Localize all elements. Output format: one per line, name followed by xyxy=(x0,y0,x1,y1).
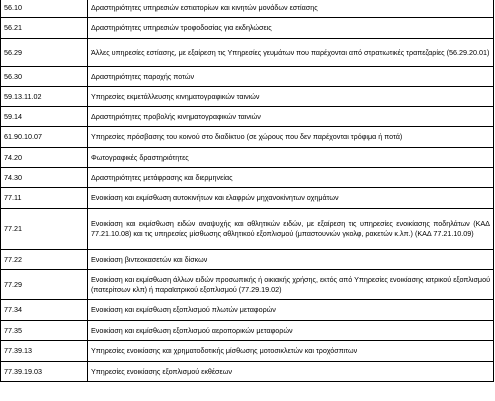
kad-code-cell: 59.14 xyxy=(1,107,88,127)
kad-description-cell: Φωτογραφικές δραστηριότητες xyxy=(88,148,494,168)
kad-description-cell: Ενοικίαση και εκμίσθωση άλλων ειδών προσωπικής ή οικιακής χρήσης, εκτός από Υπηρεσίες ενοικίασης ιατρικού εξοπλισμού (πατερίτσων κλπ) ή παραϊατρικού εξοπλισμού (77.29.19.02) xyxy=(88,270,494,300)
table-row xyxy=(1,67,494,87)
kad-description-cell: Δραστηριότητες προβολής κινηματογραφικών ταινιών xyxy=(88,107,494,127)
kad-code-cell: 74.30 xyxy=(1,168,88,188)
kad-description-cell: Άλλες υπηρεσίες εστίασης, με εξαίρεση τις Υπηρεσίες γευμάτων που παρέχονται από στρατιωτικές τραπεζαρίες (56.29.20.01) xyxy=(88,39,494,67)
kad-code-cell: 77.22 xyxy=(1,250,88,270)
kad-code-cell: 77.39.19.03 xyxy=(1,362,88,382)
kad-description-cell: Υπηρεσίες ενοικίασης και χρηματοδοτικής μίσθωσης μοτοσικλετών και τροχόσπιτων xyxy=(88,341,494,362)
kad-code-cell: 74.20 xyxy=(1,148,88,168)
kad-code-cell: 61.90.10.07 xyxy=(1,127,88,148)
table-row xyxy=(1,209,494,250)
kad-description-cell: Ενοικίαση βιντεοκασετών και δίσκων xyxy=(88,250,494,270)
table-row xyxy=(1,87,494,107)
kad-description-cell: Υπηρεσίες πρόσβασης του κοινού στο διαδίκτυο (σε χώρους που δεν παρέχονται τρόφιμα ή ποτά) xyxy=(88,127,494,148)
table-row xyxy=(1,362,494,382)
table-row xyxy=(1,18,494,39)
kad-code-cell: 56.29 xyxy=(1,39,88,67)
table-row xyxy=(1,188,494,209)
kad-description-cell: Ενοικίαση και εκμίσθωση αυτοκινήτων και ελαφρών μηχανοκίνητων οχημάτων xyxy=(88,188,494,209)
table-row xyxy=(1,0,494,18)
kad-code-cell: 77.21 xyxy=(1,209,88,250)
kad-description-cell: Ενοικίαση και εκμίσθωση εξοπλισμού αεροπορικών μεταφορών xyxy=(88,321,494,341)
table-row xyxy=(1,300,494,321)
kad-code-cell: 77.35 xyxy=(1,321,88,341)
table-row xyxy=(1,148,494,168)
table-row xyxy=(1,168,494,188)
table-row xyxy=(1,341,494,362)
kad-code-cell: 59.13.11.02 xyxy=(1,87,88,107)
table-row xyxy=(1,321,494,341)
kad-description-cell: Δραστηριότητες παροχής ποτών xyxy=(88,67,494,87)
kad-description-cell: Ενοικίαση και εκμίσθωση εξοπλισμού πλωτών μεταφορών xyxy=(88,300,494,321)
kad-code-cell: 77.39.13 xyxy=(1,341,88,362)
kad-code-cell: 77.29 xyxy=(1,270,88,300)
table-row xyxy=(1,250,494,270)
table-row xyxy=(1,107,494,127)
kad-code-cell: 77.11 xyxy=(1,188,88,209)
kad-code-cell: 56.21 xyxy=(1,18,88,39)
kad-code-cell: 77.34 xyxy=(1,300,88,321)
kad-description-cell: Δραστηριότητες μετάφρασης και διερμηνείας xyxy=(88,168,494,188)
kad-code-cell: 56.10 xyxy=(1,0,88,18)
kad-description-cell: Υπηρεσίες εκμετάλλευσης κινηματογραφικών ταινιών xyxy=(88,87,494,107)
kad-code-cell: 56.30 xyxy=(1,67,88,87)
kad-description-cell: Ενοικίαση και εκμίσθωση ειδών αναψυχής και αθλητικών ειδών, με εξαίρεση τις υπηρεσίες ενοικίασης ποδηλάτων (ΚΑΔ 77.21.10.08) και τις υπηρεσίες μίσθωσης αθλητικού εξοπλισμού (μπαστουνιών γκολφ, ρακετών κ.λπ.) (ΚΑΔ 77.21.10.09) xyxy=(88,209,494,250)
table-row xyxy=(1,127,494,148)
kad-description-cell: Υπηρεσίες ενοικίασης εξοπλισμού εκθέσεων xyxy=(88,362,494,382)
kad-description-cell: Δραστηριότητες υπηρεσιών τροφοδοσίας για εκδηλώσεις xyxy=(88,18,494,39)
table-row xyxy=(1,270,494,300)
table-row xyxy=(1,39,494,67)
kad-description-cell: Δραστηριότητες υπηρεσιών εστιατορίων και κινητών μονάδων εστίασης xyxy=(88,0,494,18)
